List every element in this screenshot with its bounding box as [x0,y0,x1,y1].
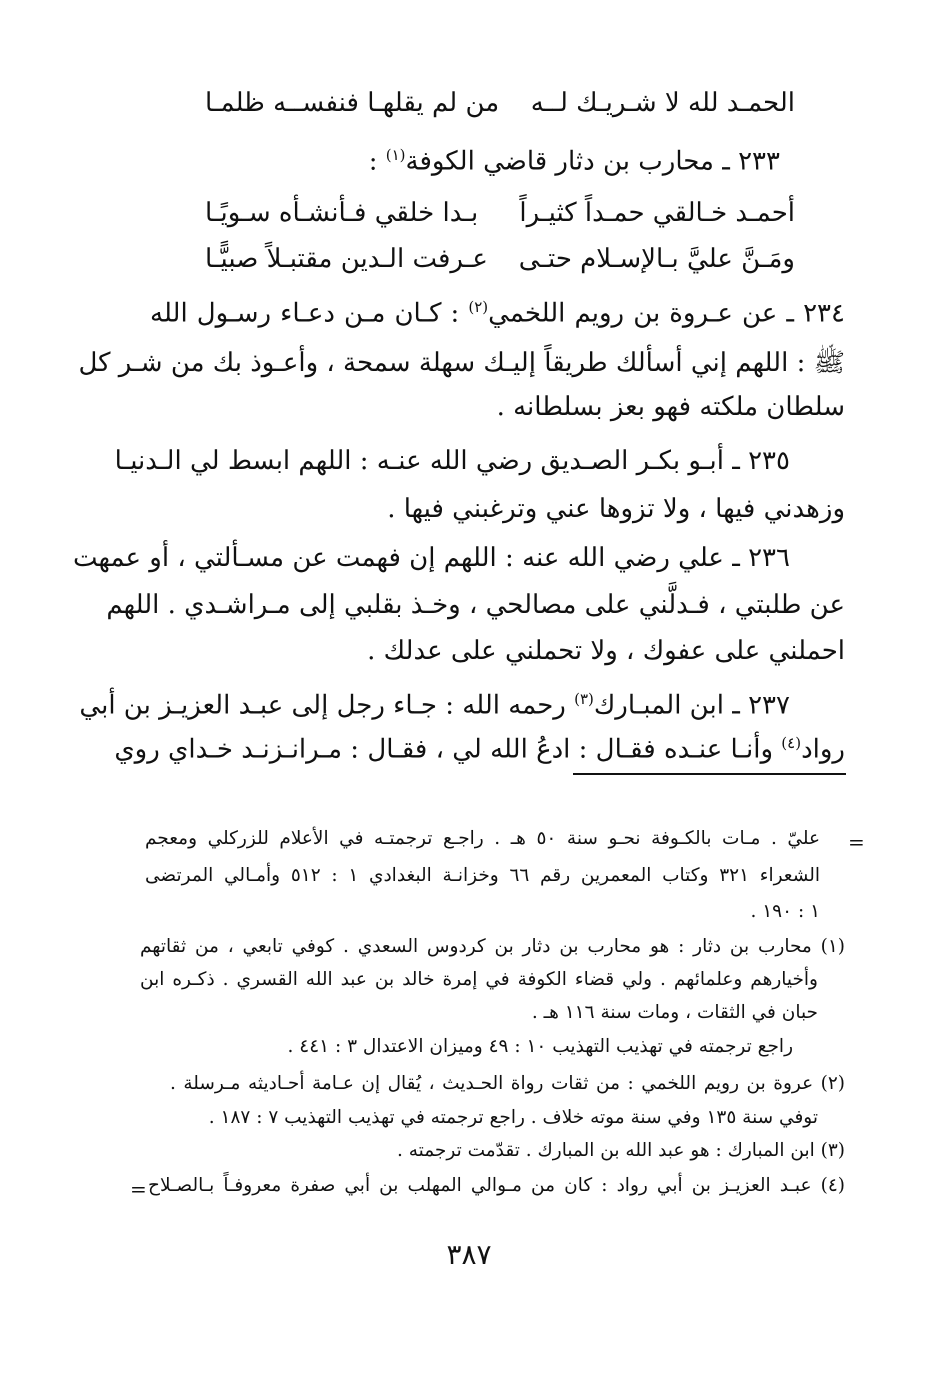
entry-234-line-3: سلطان ملكته فهو بعز بسلطانه . [496,392,845,422]
footnote-1-line-3: حبان في الثقات ، ومات سنة ١١٦ هـ . [531,1002,818,1023]
entry-234-line-1: ٢٣٤ ـ عن عـروة بن رويم اللخمي$^{(٢)}$ : كـان مـن دعـاء رسـول الله [150,298,845,329]
footnote-1-line-1: (١) محارب بن دثار : هو محارب بن دثار بن كردوس السعدي . كوفي تابعي ، من ثقاتهم [140,936,845,957]
footnote-1-line-2: وأخيارهم وعلمائهم . ولي قضاء الكوفة في إمرة خالد بن عبد الله القسري . ذكـره ابن [140,969,818,990]
footnote-4-marker: = [130,1177,147,1201]
footnote-2-line-1: (٢) عروة بن رويم اللخمي : من ثقات رواة الحـديث ، يُقال إن عـامة أحـاديثه مـرسلة . [170,1073,845,1094]
verse-right-hemistich: ومَـنَّ عليَّ بـالإسـلام حتـى [518,244,795,274]
entry-235-line-2: وزهدني فيها ، ولا تزوها عني وترغبني فيها . [387,494,845,524]
footnote-ref[interactable]: (٢) [468,298,489,316]
entry-234-line-2: ﷺ : اللهم إني أسألك طريقاً إليـك سهلة سمحة ، وأعـوذ بك من شـر كل [78,348,845,378]
footnote-3-line-1: (٣) ابن المبارك : هو عبد الله بن المبارك . تقدّمت ترجمته . [396,1140,845,1161]
footnote-4-line-1: (٤) عبـد العزيـز بن أبي رواد : كان من مـوالي المهلب بن أبي صفرة معروفـاً بـالصـلاح [148,1175,845,1196]
entry-237-line-2: رواد$^{(٤)}$ وأنـا عنـده فقـال : ادعُ الله لي ، فقـال : مـرانـزنـد خـداي روي [114,734,845,765]
footnote-ref[interactable]: (٤) [781,734,802,752]
footnote-continuation-marker: = [848,830,865,854]
footnote-1-line-4: راجع ترجمته في تهذيب التهذيب ١٠ : ٤٩ وميزان الاعتدال ٣ : ٤٤١ . [287,1036,793,1057]
footnote-continuation-line-2: الشعراء ٣٢١ وكتاب المعمرين رقم ٦٦ وخزانـة البغدادي ١ : ٥١٢ وأمـالي المرتضى [145,865,820,886]
entry-236-line-3: احملني على عفوك ، ولا تحملني على عدلك . [367,636,845,666]
entry-233-heading: ٢٣٣ ـ محارب بن دثار قاضي الكوفة$^{(١)}$ : [368,146,780,177]
entry-237-line-1: ٢٣٧ ـ ابن المبـارك$^{(٣)}$ رحمه الله : جـاء رجل إلى عبـد العزيـز بن أبي [79,690,790,721]
footnote-ref[interactable]: (١) [385,146,406,164]
verse-line [205,88,795,132]
footnote-ref[interactable]: (٣) [574,690,594,708]
verse-left-hemistich: من لم يقلهـا فنفســه ظلمـا [205,88,500,118]
verse-right-hemistich: الحمـد لله لا شـريـك لــه [530,88,795,118]
page-number: ٣٨٧ [446,1238,492,1271]
verse-line [205,198,795,242]
verse-left-hemistich: عـرفت الـدين مقتبـلاً صبيًّـا [205,244,488,274]
footnote-continuation-line-3: ١ : ١٩٠ . [750,901,820,922]
footnote-continuation-line-1: عليّ . مـات بالكـوفة نحـو سنة ٥٠ هـ . راجـع ترجمتـه في الأعلام للزركلي ومعجم [145,828,820,849]
footnote-separator [573,773,846,775]
verse-left-hemistich: بـدا خلقي فـأنشـأه سـويًـا [205,198,479,228]
verse-line [205,244,795,288]
entry-236-line-1: ٢٣٦ ـ علي رضي الله عنه : اللهم إن فهمت عن مسـألتي ، أو عمهت [72,543,790,573]
verse-right-hemistich: أحمـد خـالقي حمـداً كثيـراً [519,198,795,228]
footnote-2-line-2: توفي سنة ١٣٥ وفي سنة موته خلاف . راجع ترجمته في تهذيب التهذيب ٧ : ١٨٧ . [208,1107,818,1128]
entry-236-line-2: عن طلبتي ، فـدلَّني على مصالحي ، وخـذ بقلبي إلى مـراشـدي . اللهم [106,590,845,620]
entry-235-line-1: ٢٣٥ ـ أبـو بكـر الصـديق رضي الله عنـه : اللهم ابسط لي الـدنيـا [114,446,790,476]
